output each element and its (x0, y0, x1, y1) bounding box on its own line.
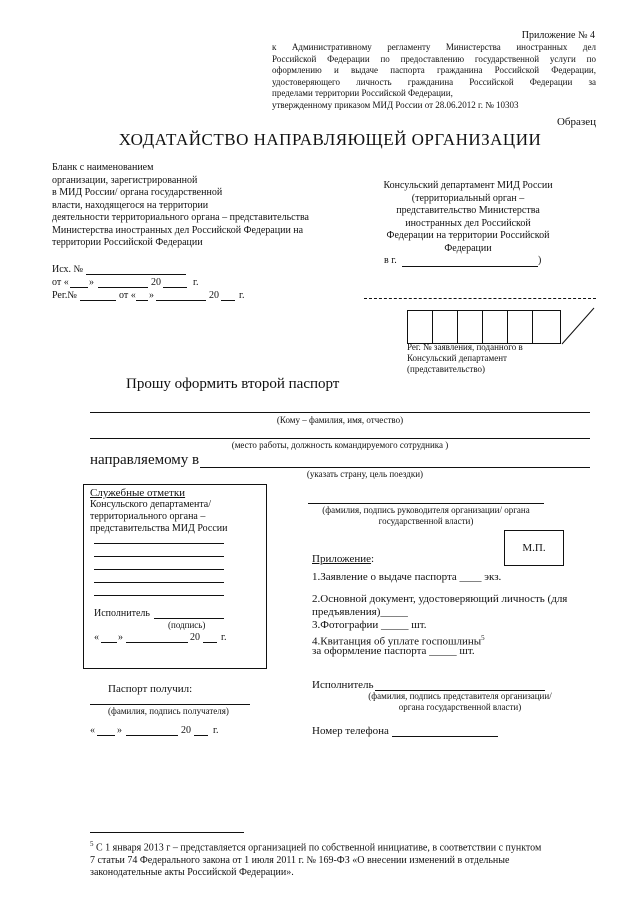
appendix-line: удостоверяющего личность гражданина Российской Федерации за (272, 76, 596, 87)
attachment-title-wrap (312, 553, 374, 566)
footnote-mark: 5 (90, 840, 94, 848)
service-blank-line[interactable] (94, 582, 224, 583)
outgoing-g: г. (193, 277, 199, 288)
footnote-line-1: С 1 января 2013 г – представляется организацией по собственной инициативе, в соответствии с пунктом (93, 842, 542, 854)
blank-line: в МИД России/ органа государственной (52, 187, 223, 198)
blank-description (52, 162, 352, 250)
footnote-separator (90, 832, 244, 833)
addressee-block (362, 180, 574, 255)
addressee-line: иностранных дел Российской (405, 217, 531, 229)
received-month-line[interactable] (126, 735, 178, 736)
service-blank-line[interactable] (94, 556, 224, 557)
city-suffix: ) (538, 255, 542, 266)
executor-caption (355, 691, 565, 713)
blank-line: территории Российской Федерации (52, 237, 203, 248)
service-executor-line[interactable] (154, 618, 224, 619)
reg-month-line[interactable] (156, 300, 206, 301)
appendix-line: оформлению и выдаче паспорта гражданина Российской Федерации, (272, 65, 596, 75)
outgoing-number-label: Исх. № (52, 264, 84, 275)
attachment-item-3: 3.Фотографии _____ шт. (312, 619, 427, 631)
outgoing-number-line[interactable] (86, 274, 186, 275)
blank-line: власти, находящегося на территории (52, 199, 209, 211)
service-g: г. (221, 632, 227, 643)
appendix-line: Российской Федерации по предоставлению государственной услуги по (272, 53, 596, 64)
service-blank-line[interactable] (94, 595, 224, 596)
quote-close: » (149, 290, 154, 301)
service-line: Консульского департамента/ (90, 499, 212, 510)
service-date-open: « (94, 632, 99, 643)
reg-year: 20 (209, 290, 219, 301)
directed-label: направляемому в (90, 452, 200, 468)
footnote-ref[interactable]: 5 (481, 634, 485, 642)
service-line: представительства МИД России (90, 523, 228, 534)
outgoing-year-line[interactable] (163, 287, 187, 288)
received-day-line[interactable] (97, 735, 115, 736)
addressee-line: (территориальный орган – (411, 192, 525, 204)
attachment-item-4b: за оформление паспорта _____ шт. (312, 645, 475, 657)
caption-country: (указать страну, цель поездки) (306, 469, 424, 479)
outgoing-date-label: от « (52, 277, 69, 288)
blank-line: Министерства иностранных дел Российской Федерации на (52, 224, 304, 236)
service-header (90, 487, 262, 535)
city-prefix: в г. (384, 255, 397, 266)
appendix-line: утвержденному приказом МИД России от 28.06.2012 г. № 10303 (272, 99, 519, 110)
received-caption: (фамилия, подпись получателя) (108, 706, 229, 716)
boxes-frame (407, 310, 561, 344)
attachment-item-2a: 2.Основной документ, удостоверяющий личность (для (312, 593, 568, 605)
service-line: территориального органа – (90, 511, 206, 522)
city-line[interactable] (402, 266, 538, 267)
outgoing-year: 20 (151, 277, 161, 288)
executor-caption-line: (фамилия, подпись представителя организации/ (368, 691, 552, 701)
box-divider (457, 310, 458, 344)
service-date-close: » (118, 632, 123, 643)
quote-close: » (89, 277, 94, 288)
sample-label: Образец (556, 116, 596, 128)
service-title: Служебные отметки (90, 487, 186, 499)
received-date-open: « (90, 725, 95, 736)
regbox-caption (407, 342, 567, 375)
attachment-item-1: 1.Заявление о выдаче паспорта ____ экз. (312, 571, 502, 583)
box-divider (507, 310, 508, 344)
caption-whom: (Кому – фамилия, имя, отчество) (276, 415, 404, 425)
regbox-line: (представительство) (407, 364, 486, 374)
addressee-line: Федерации (444, 242, 492, 254)
reg-day-line[interactable] (136, 300, 148, 301)
service-signature-caption: (подпись) (168, 620, 206, 630)
dashed-separator (364, 298, 596, 299)
regbox-line: Рег. № заявления, поданного в (407, 342, 523, 352)
appendix-title: Приложение № 4 (521, 30, 595, 41)
box-divider (482, 310, 483, 344)
footnote-line (90, 838, 600, 855)
outgoing-month-line[interactable] (98, 287, 148, 288)
attachment-item-4a-text: 4.Квитанция об уплате госпошлины (312, 635, 482, 648)
box-divider (432, 310, 433, 344)
addressee-line: Федерации на территории Российской (386, 230, 550, 241)
received-date-close: » (117, 725, 122, 736)
request-text: Прошу оформить второй паспорт (126, 376, 340, 392)
phone-label: Номер телефона (312, 725, 389, 737)
blank-line: Бланк с наименованием (52, 162, 154, 173)
service-executor-label: Исполнитель (94, 608, 150, 619)
service-blank-line[interactable] (94, 543, 224, 544)
outgoing-day-line[interactable] (70, 287, 88, 288)
reg-number-line[interactable] (80, 300, 116, 301)
reg-g: г. (239, 290, 245, 301)
head-caption-line: (фамилия, подпись руководителя организации/ органа (322, 505, 530, 515)
reg-number-label: Рег.№ (52, 290, 77, 301)
caption-work: (место работы, должность командируемого сотрудника ) (231, 440, 449, 450)
received-year-line[interactable] (194, 735, 208, 736)
document-title: ХОДАТАЙСТВО НАПРАВЛЯЮЩЕЙ ОРГАНИЗАЦИИ (118, 130, 542, 149)
received-signature-line[interactable] (90, 704, 250, 705)
service-year: 20 (190, 632, 200, 643)
country-line[interactable] (200, 467, 590, 468)
footnote-line-3: законодательные акты Российской Федерации». (90, 867, 294, 879)
executor-caption-line: органа государственной власти) (398, 702, 522, 712)
phone-line[interactable] (392, 736, 498, 737)
service-month-line[interactable] (126, 642, 188, 643)
head-signature-line[interactable] (308, 503, 544, 504)
stamp-box: М.П. (504, 530, 564, 566)
attachment-item-2b: предъявления)_____ (312, 606, 408, 618)
received-year: 20 (181, 725, 191, 736)
blank-line: деятельности территориального органа – представительства (52, 212, 309, 223)
head-signature-caption (308, 505, 544, 527)
appendix-line: пределами территории Российской Федерации, (272, 88, 453, 98)
registration-number-boxes[interactable] (407, 310, 561, 344)
reg-year-line[interactable] (221, 300, 235, 301)
regbox-line: Консульский департамент (407, 353, 507, 363)
footnote (90, 838, 600, 880)
work-line[interactable] (90, 438, 590, 439)
reg-date-label: от « (119, 290, 136, 301)
appendix-line: к Административному регламенту Министерства иностранных дел (272, 42, 596, 52)
box-divider (532, 310, 533, 344)
appendix-text (272, 42, 596, 111)
attachment-colon: : (371, 553, 375, 565)
addressee-line: Консульский департамент МИД России (383, 180, 553, 191)
service-year-line[interactable] (203, 642, 217, 643)
footnote-line-2: 7 статьи 74 Федерального закона от 1 июля 2011 г. № 169-ФЗ «О внесении изменений в отдельные (90, 854, 510, 866)
executor-label: Исполнитель (312, 679, 374, 691)
blank-line: организации, зарегистрированной (52, 174, 198, 186)
received-g: г. (213, 725, 219, 736)
service-blank-line[interactable] (94, 569, 224, 570)
whom-line[interactable] (90, 412, 590, 413)
received-label: Паспорт получил: (108, 683, 193, 695)
addressee-line: представительство Министерства (396, 205, 540, 216)
head-caption-line: государственной власти) (378, 516, 474, 526)
service-day-line[interactable] (101, 642, 117, 643)
attachment-title: Приложение (312, 553, 372, 565)
